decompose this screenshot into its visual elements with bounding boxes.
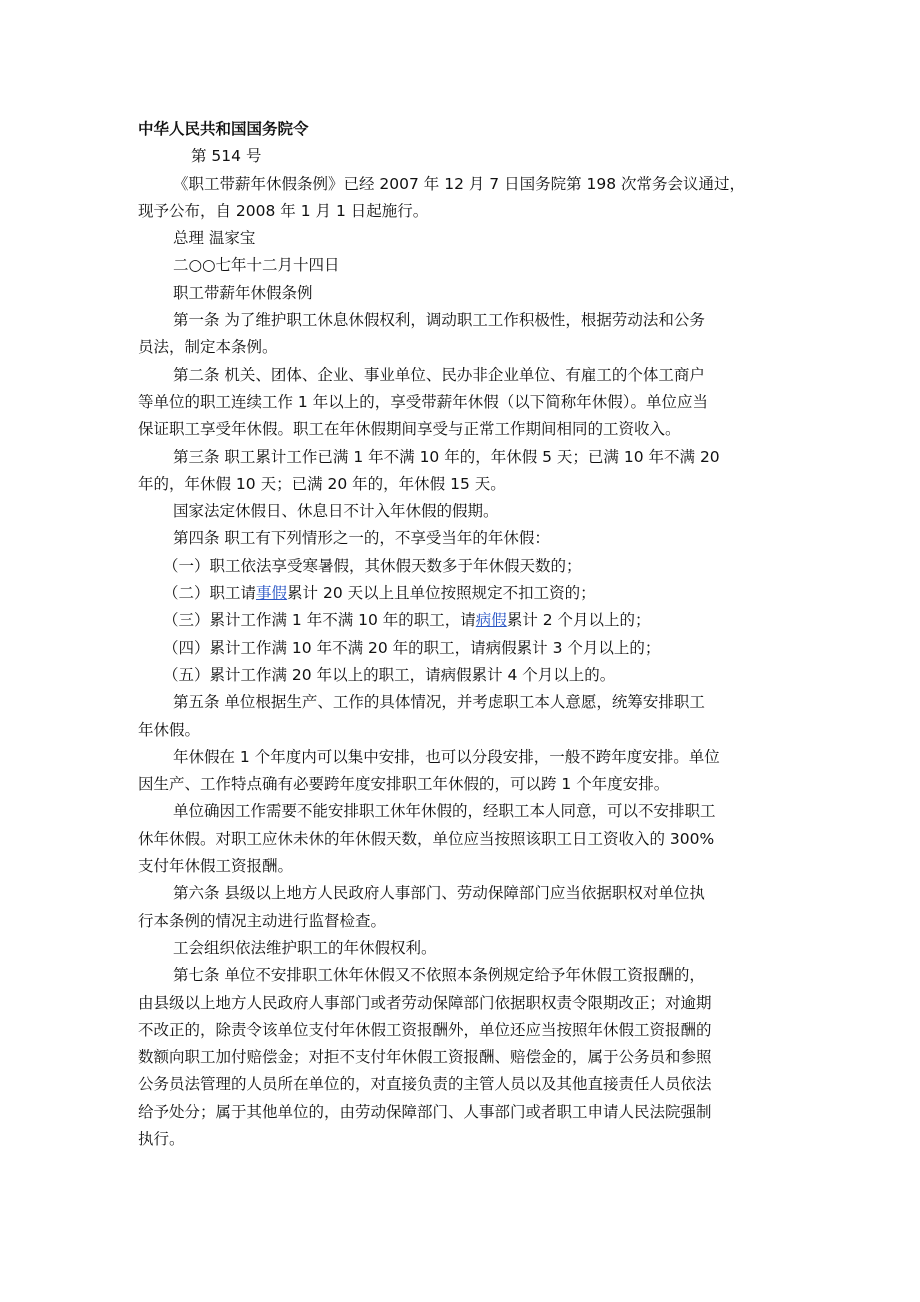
article-5-p3-line-1: 单位确因工作需要不能安排职工休年休假的，经职工本人同意，可以不安排职工	[173, 802, 716, 821]
article-2-line-2: 等单位的职工连续工作 1 年以上的，享受带薪年休假（以下简称年休假）。单位应当	[138, 392, 708, 411]
decree-line-1: 《职工带薪年休假条例》已经 2007 年 12 月 7 日国务院第 198 次常务会议通过，	[173, 174, 746, 193]
article-3-note: 国家法定休假日、休息日不计入年休假的假期。	[173, 502, 499, 521]
article-5-p3-line-3: 支付年休假工资报酬。	[138, 857, 294, 876]
document-title: 中华人民共和国国务院令	[138, 120, 309, 138]
article-5-p2-line-1: 年休假在 1 个年度内可以集中安排，也可以分段安排，一般不跨年度安排。单位	[173, 747, 720, 766]
article-5-p2-line-2: 因生产、工作特点确有必要跨年度安排职工年休假的，可以跨 1 个年度安排。	[138, 775, 670, 794]
article-4-item-2-suffix: 累计 20 天以上且单位按照规定不扣工资的；	[287, 584, 596, 603]
article-4-item-3-suffix: 累计 2 个月以上的；	[506, 611, 651, 630]
article-6-p2: 工会组织依法维护职工的年休假权利。	[173, 938, 437, 957]
article-4-item-2-prefix: （二）职工请	[163, 584, 257, 603]
article-1-line-2: 员法，制定本条例。	[138, 338, 278, 357]
sick-leave-link[interactable]: 病假	[475, 611, 507, 630]
article-5-line-1: 第五条 单位根据生产、工作的具体情况，并考虑职工本人意愿，统筹安排职工	[173, 693, 705, 712]
article-3-line-1: 第三条 职工累计工作已满 1 年不满 10 年的，年休假 5 天；已满 10 年不满 20	[173, 447, 720, 466]
article-7-line-6: 给予处分；属于其他单位的，由劳动保障部门、人事部门或者职工申请人民法院强制	[138, 1102, 712, 1121]
article-4-item-3	[138, 607, 786, 634]
article-7-line-3: 不改正的，除责令该单位支付年休假工资报酬外，单位还应当按照年休假工资报酬的	[138, 1020, 712, 1039]
article-4-item-1: （一）职工依法享受寒暑假，其休假天数多于年休假天数的；	[163, 556, 582, 575]
article-4-item-4: （四）累计工作满 10 年不满 20 年的职工，请病假累计 3 个月以上的；	[163, 638, 661, 657]
article-4-item-5: （五）累计工作满 20 年以上的职工，请病假累计 4 个月以上的。	[163, 665, 616, 684]
article-2-line-3: 保证职工享受年休假。职工在年休假期间享受与正常工作期间相同的工资收入。	[138, 420, 681, 439]
article-5-p3-line-2: 休年休假。对职工应休未休的年休假天数，单位应当按照该职工日工资收入的 300%	[138, 829, 715, 848]
order-number: 第 514 号	[191, 147, 262, 166]
decree-date: 二○○七年十二月十四日	[173, 256, 340, 275]
article-4-item-3-prefix: （三）累计工作满 1 年不满 10 年的职工，请	[163, 611, 476, 630]
article-1-line-1: 第一条 为了维护职工休息休假权利，调动职工工作积极性，根据劳动法和公务	[173, 311, 705, 330]
article-7-line-5: 公务员法管理的人员所在单位的，对直接负责的主管人员以及其他直接责任人员依法	[138, 1075, 712, 1094]
decree-line-2: 现予公布，自 2008 年 1 月 1 日起施行。	[138, 201, 429, 220]
article-6-line-1: 第六条 县级以上地方人民政府人事部门、劳动保障部门应当依据职权对单位执	[173, 884, 705, 903]
document-body	[138, 116, 786, 1153]
article-2-line-1: 第二条 机关、团体、企业、事业单位、民办非企业单位、有雇工的个体工商户	[173, 365, 705, 384]
personal-leave-link[interactable]: 事假	[256, 584, 288, 603]
regulation-title: 职工带薪年休假条例	[173, 283, 313, 302]
article-5-line-2: 年休假。	[138, 720, 201, 739]
article-6-line-2: 行本条例的情况主动进行监督检查。	[138, 911, 387, 930]
article-7-line-1: 第七条 单位不安排职工休年休假又不依照本条例规定给予年休假工资报酬的，	[173, 966, 705, 985]
article-4-item-2	[138, 580, 786, 607]
article-3-line-2: 年的，年休假 10 天；已满 20 年的，年休假 15 天。	[138, 474, 506, 493]
signatory: 总理 温家宝	[173, 229, 256, 248]
article-7-line-2: 由县级以上地方人民政府人事部门或者劳动保障部门依据职权责令限期改正；对逾期	[138, 993, 712, 1012]
article-4-intro: 第四条 职工有下列情形之一的，不享受当年的年休假：	[173, 529, 550, 548]
article-7-line-7: 执行。	[138, 1129, 185, 1148]
article-7-line-4: 数额向职工加付赔偿金；对拒不支付年休假工资报酬、赔偿金的，属于公务员和参照	[138, 1048, 712, 1067]
